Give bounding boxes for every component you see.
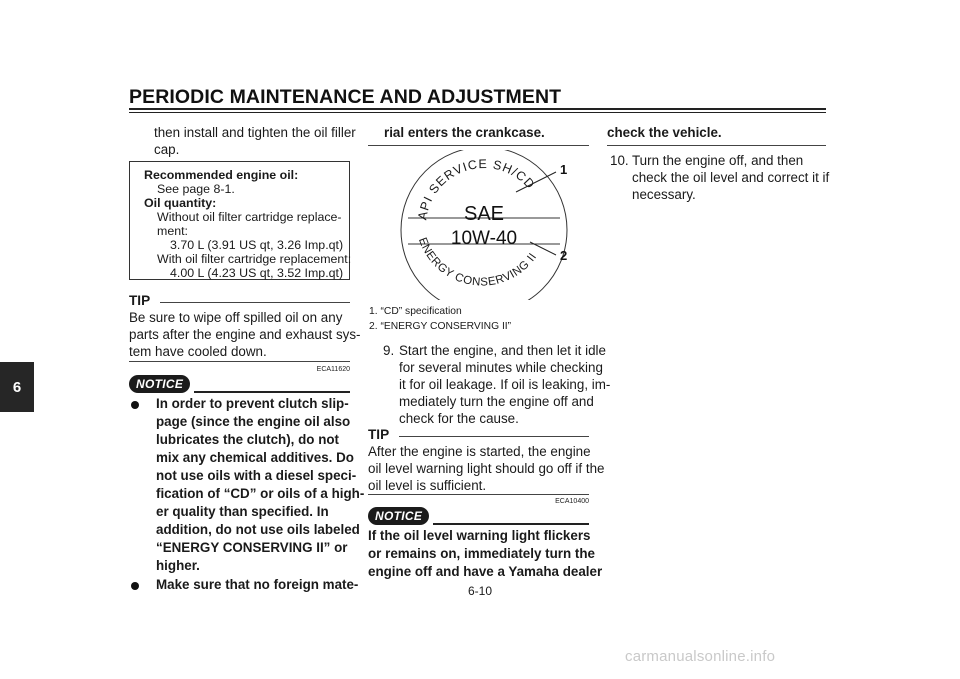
- tip-rule: [399, 436, 589, 437]
- step10-number: 10.: [610, 153, 629, 168]
- bullet-icon: [131, 582, 139, 590]
- bullet1-line-1: In order to prevent clutch slip-: [156, 396, 349, 411]
- figure-top-rule: [368, 145, 589, 146]
- tip-end-rule: [368, 494, 589, 495]
- notice-code: ECA10400: [555, 498, 589, 505]
- bullet1-line-4: mix any chemical additives. Do: [156, 450, 354, 465]
- chapter-tab: 6: [0, 362, 34, 412]
- tip-label: TIP: [368, 427, 390, 442]
- notice-label: NOTICE: [129, 375, 190, 393]
- bullet1-line-6: fication of “CD” or oils of a high-: [156, 486, 365, 501]
- tip2-line-2: oil level warning light should go off if the: [368, 461, 605, 476]
- continued-text: check the vehicle.: [607, 125, 722, 140]
- label-center-sae: SAE: [463, 203, 505, 225]
- notice2-line-2: or remains on, immediately turn the: [368, 546, 595, 561]
- spec-without-filter-1: Without oil filter cartridge replace-: [157, 210, 342, 224]
- bullet2-line-1: Make sure that no foreign mate-: [156, 577, 359, 592]
- step9-line-4: mediately turn the engine off and: [399, 394, 594, 409]
- tip-line-2: parts after the engine and exhaust sys-: [129, 327, 361, 342]
- step10-line-3: necessary.: [632, 187, 696, 202]
- spec-with-filter: With oil filter cartridge replacement:: [157, 252, 352, 266]
- bullet1-line-8: addition, do not use oils labeled: [156, 522, 360, 537]
- tip-end-rule: [129, 361, 350, 362]
- continued-text: rial enters the crankcase.: [384, 125, 545, 140]
- step9-line-3: it for oil leakage. If oil is leaking, im-: [399, 377, 611, 392]
- bullet1-line-10: higher.: [156, 558, 200, 573]
- spec-without-filter-2: ment:: [157, 224, 188, 238]
- step9-line-5: check for the cause.: [399, 411, 519, 426]
- spec-quantity-label: Oil quantity:: [144, 196, 217, 210]
- step10-line-1: Turn the engine off, and then: [632, 153, 804, 168]
- bullet1-line-9: “ENERGY CONSERVING II” or: [156, 540, 348, 555]
- spec-without-filter-value: 3.70 L (3.91 US qt, 3.26 Imp.qt): [170, 238, 344, 252]
- tip-line-3: tem have cooled down.: [129, 344, 267, 359]
- intro-line-2: cap.: [154, 142, 180, 157]
- watermark: carmanualsonline.info: [625, 648, 776, 665]
- header-rule-thin: [129, 112, 826, 113]
- notice-label: NOTICE: [368, 507, 429, 525]
- label-bottom-arc: ENERGY CONSERVING II: [415, 236, 540, 289]
- label-center-grade: 10W-40: [450, 228, 518, 249]
- spec-with-filter-value: 4.00 L (4.23 US qt, 3.52 Imp.qt): [170, 266, 344, 280]
- spec-engine-oil-label: Recommended engine oil:: [144, 168, 299, 182]
- bullet1-line-5: not use oils with a diesel speci-: [156, 468, 357, 483]
- bullet-icon: [131, 401, 139, 409]
- tip2-line-3: oil level is sufficient.: [368, 478, 487, 493]
- col3-rule: [607, 145, 826, 146]
- callout-1: 1: [560, 162, 568, 177]
- bullet1-line-3: lubricates the clutch), do not: [156, 432, 340, 447]
- page-number: 6-10: [467, 584, 493, 598]
- tip-label: TIP: [129, 293, 151, 308]
- step9-line-2: for several minutes while checking: [399, 360, 603, 375]
- intro-line-1: then install and tighten the oil filler: [154, 125, 356, 140]
- notice-rule: [433, 523, 589, 525]
- callout-2: 2: [560, 248, 568, 263]
- notice2-line-1: If the oil level warning light flickers: [368, 528, 591, 543]
- bullet1-line-2: page (since the engine oil also: [156, 414, 351, 429]
- oil-label-figure: [368, 150, 608, 300]
- tip-line-1: Be sure to wipe off spilled oil on any: [129, 310, 343, 325]
- header-rule: [129, 108, 826, 110]
- figure-caption-2: 2. “ENERGY CONSERVING II”: [369, 321, 512, 332]
- tip2-line-1: After the engine is started, the engine: [368, 444, 591, 459]
- step10-line-2: check the oil level and correct it if: [632, 170, 830, 185]
- step9-number: 9.: [383, 343, 395, 358]
- step9-line-1: Start the engine, and then let it idle: [399, 343, 606, 358]
- bullet1-line-7: er quality than specified. In: [156, 504, 329, 519]
- figure-caption-1: 1. “CD” specification: [369, 306, 462, 317]
- notice-rule: [194, 391, 350, 393]
- label-top-arc: API SERVICE SH/CD: [415, 156, 538, 222]
- notice2-line-3: engine off and have a Yamaha dealer: [368, 564, 603, 579]
- page-title: PERIODIC MAINTENANCE AND ADJUSTMENT: [129, 86, 562, 108]
- notice-code: ECA11620: [316, 366, 350, 373]
- spec-engine-oil-value: See page 8-1.: [157, 182, 235, 196]
- tip-rule: [160, 302, 350, 303]
